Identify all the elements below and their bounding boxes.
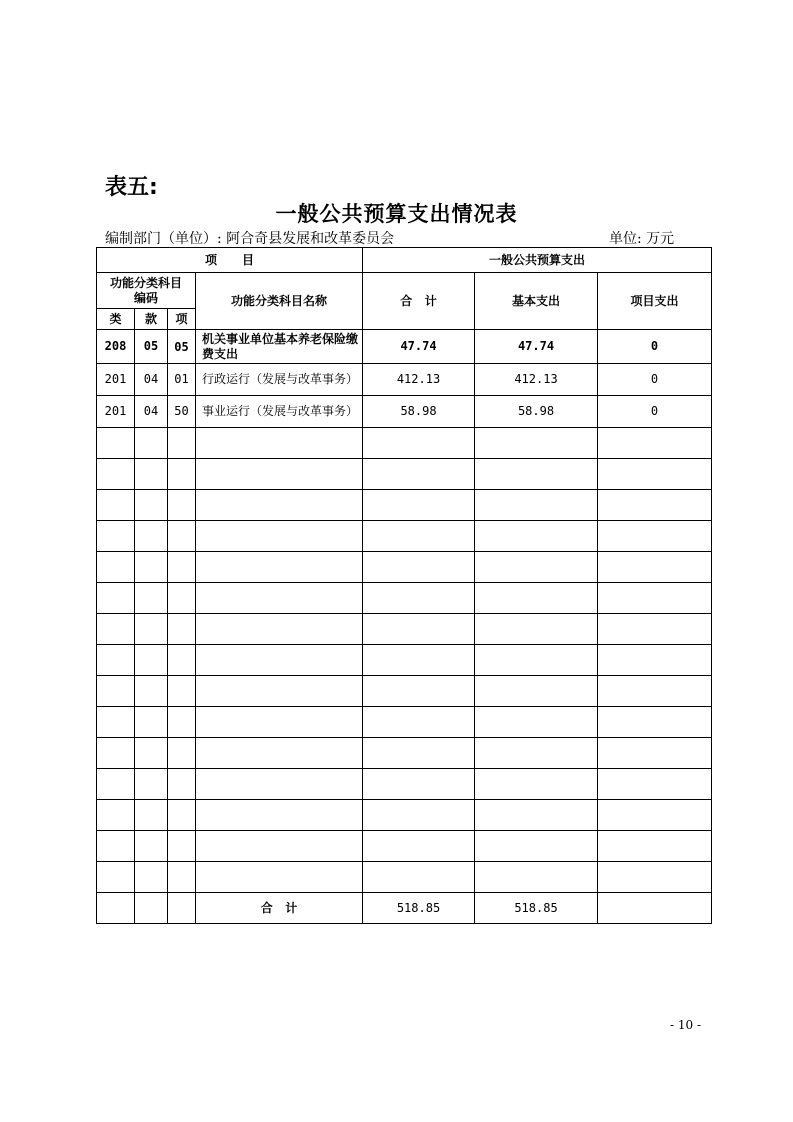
header-basic: 基本支出 <box>475 273 598 330</box>
header-name: 功能分类科目名称 <box>196 273 363 330</box>
empty-row <box>97 645 712 676</box>
empty-row <box>97 676 712 707</box>
budget-expenditure-table <box>96 247 712 924</box>
header-kuan: 款 <box>135 309 168 330</box>
table-row <box>97 330 712 364</box>
cell-total: 412.13 <box>363 364 475 396</box>
cell-project: 0 <box>598 396 712 428</box>
header-lei: 类 <box>97 309 135 330</box>
unit-line: 单位: 万元 <box>609 231 675 247</box>
table-label: 表五: <box>105 175 158 200</box>
empty-row <box>97 707 712 738</box>
cell-basic: 47.74 <box>475 330 598 364</box>
cell-basic: 58.98 <box>475 396 598 428</box>
total-row <box>97 893 712 924</box>
cell-project: 0 <box>598 330 712 364</box>
cell-total: 47.74 <box>363 330 475 364</box>
cell-lei: 208 <box>97 330 135 364</box>
header-xiang: 项 <box>168 309 196 330</box>
empty-row <box>97 521 712 552</box>
cell-name: 事业运行（发展与改革事务） <box>196 396 363 428</box>
cell-basic: 412.13 <box>475 364 598 396</box>
cell-kuan: 04 <box>135 396 168 428</box>
total-basic: 518.85 <box>475 893 598 924</box>
header-code-group: 功能分类科目编码 <box>97 273 196 309</box>
header-item: 项 目 <box>97 248 363 273</box>
cell-lei: 201 <box>97 396 135 428</box>
total-label: 合 计 <box>196 893 363 924</box>
total-project <box>598 893 712 924</box>
empty-row <box>97 614 712 645</box>
cell-name: 行政运行（发展与改革事务） <box>196 364 363 396</box>
empty-row <box>97 490 712 521</box>
cell-xiang: 05 <box>168 330 196 364</box>
page-number: - 10 - <box>670 1018 702 1032</box>
empty-row <box>97 831 712 862</box>
page-title: 一般公共预算支出情况表 <box>275 202 518 226</box>
header-total: 合 计 <box>363 273 475 330</box>
empty-row <box>97 738 712 769</box>
cell-kuan: 04 <box>135 364 168 396</box>
empty-row <box>97 428 712 459</box>
header-project: 项目支出 <box>598 273 712 330</box>
cell-xiang: 01 <box>168 364 196 396</box>
empty-row <box>97 800 712 831</box>
table-row <box>97 364 712 396</box>
cell-name: 机关事业单位基本养老保险缴费支出 <box>196 330 363 364</box>
header-row-1 <box>97 248 712 273</box>
department-line: 编制部门（单位）: 阿合奇县发展和改革委员会 <box>105 231 395 247</box>
total-amount: 518.85 <box>363 893 475 924</box>
cell-project: 0 <box>598 364 712 396</box>
empty-row <box>97 552 712 583</box>
table-row <box>97 396 712 428</box>
empty-row <box>97 459 712 490</box>
empty-row <box>97 862 712 893</box>
cell-total: 58.98 <box>363 396 475 428</box>
header-row-2 <box>97 273 712 309</box>
cell-xiang: 50 <box>168 396 196 428</box>
cell-kuan: 05 <box>135 330 168 364</box>
empty-row <box>97 769 712 800</box>
header-budget-group: 一般公共预算支出 <box>363 248 712 273</box>
cell-lei: 201 <box>97 364 135 396</box>
empty-row <box>97 583 712 614</box>
